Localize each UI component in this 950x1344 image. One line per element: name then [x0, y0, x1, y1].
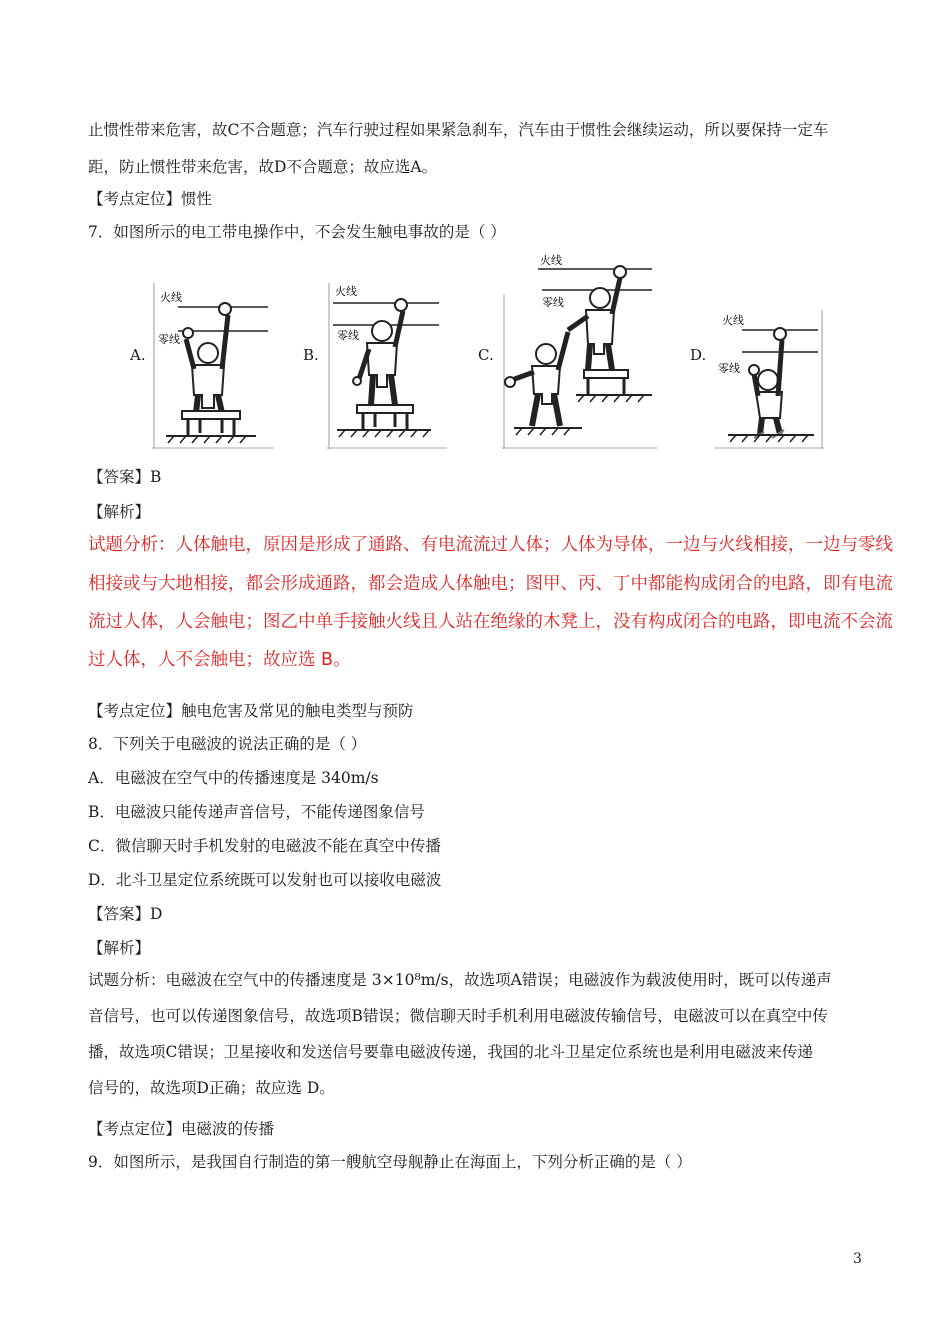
kaodian-label: 【考点定位】触电危害及常见的触电类型与预防 [88, 702, 414, 720]
figure-c [502, 254, 657, 449]
neutral-wire-label: 零线 [542, 296, 564, 309]
analysis-line: 音信号，也可以传递图象信号，故选项B错误；微信聊天时手机利用电磁波传输信号，电磁波可以在真空中传 [88, 1007, 828, 1025]
option-label: C. [478, 346, 494, 364]
neutral-wire-label: 零线 [337, 329, 359, 342]
analysis-line: 试题分析：人体触电，原因是形成了通路、有电流流过人体；人体为导体，一边与火线相接，一边与零线 [88, 535, 893, 555]
live-wire-label: 火线 [335, 285, 357, 298]
analysis-line: 流过人体，人会触电；图乙中单手接触火线且人站在绝缘的木凳上，没有构成闭合的电路，即电流不会流 [88, 612, 893, 632]
live-wire-label: 火线 [540, 254, 562, 267]
option-d: D．北斗卫星定位系统既可以发射也可以接收电磁波 [88, 871, 442, 889]
option-label: A. [130, 346, 146, 364]
neutral-wire-label: 零线 [158, 333, 180, 346]
analysis-label: 【解析】 [88, 939, 151, 957]
analysis-label: 【解析】 [88, 503, 151, 521]
text-line: 距，防止惯性带来危害，故D不合题意；故应选A。 [88, 158, 438, 176]
option-label: B. [303, 346, 319, 364]
question-stem: 9．如图所示，是我国自行制造的第一艘航空母舰静止在海面上，下列分析正确的是（ ） [88, 1153, 692, 1171]
question-stem: 8．下列关于电磁波的说法正确的是（ ） [88, 735, 367, 753]
option-b: B．电磁波只能传递声音信号，不能传递图象信号 [88, 803, 425, 821]
analysis-line: 播，故选项C错误；卫星接收和发送信号要靠电磁波传递，我国的北斗卫星定位系统也是利用电磁波来传递 [88, 1043, 813, 1061]
option-label: D. [690, 346, 707, 364]
analysis-line: 过人体，人不会触电；故应选 B。 [88, 650, 351, 670]
analysis-line: 信号的，故选项D正确；故应选 D。 [88, 1079, 335, 1097]
figure-d [714, 310, 824, 449]
text-line: 止惯性带来危害，故C不合题意；汽车行驶过程如果紧急刹车，汽车由于惯性会继续运动，所以要保持一定车 [88, 121, 829, 139]
option-c: C．微信聊天时手机发射的电磁波不能在真空中传播 [88, 837, 441, 855]
live-wire-label: 火线 [160, 291, 182, 304]
figure-a [152, 283, 274, 449]
figure-b [327, 283, 447, 449]
neutral-wire-label: 零线 [718, 362, 740, 375]
analysis-line: 试题分析：电磁波在空气中的传播速度是 3×10⁸m/s，故选项A错误；电磁波作为载波使用时，既可以传递声 [88, 971, 832, 989]
kaodian-label: 【考点定位】惯性 [88, 190, 213, 208]
question-stem: 7．如图所示的电工带电操作中，不会发生触电事故的是（ ） [88, 223, 506, 241]
option-a: A．电磁波在空气中的传播速度是 340m/s [88, 769, 379, 787]
answer-label: 【答案】D [88, 905, 163, 923]
page-number: 3 [853, 1251, 862, 1267]
answer-label: 【答案】B [88, 468, 162, 486]
live-wire-label: 火线 [722, 314, 744, 327]
analysis-line: 相接或与大地相接，都会形成通路，都会造成人体触电；图甲、丙、丁中都能构成闭合的电路，即有电流 [88, 574, 893, 594]
kaodian-label: 【考点定位】电磁波的传播 [88, 1120, 275, 1138]
